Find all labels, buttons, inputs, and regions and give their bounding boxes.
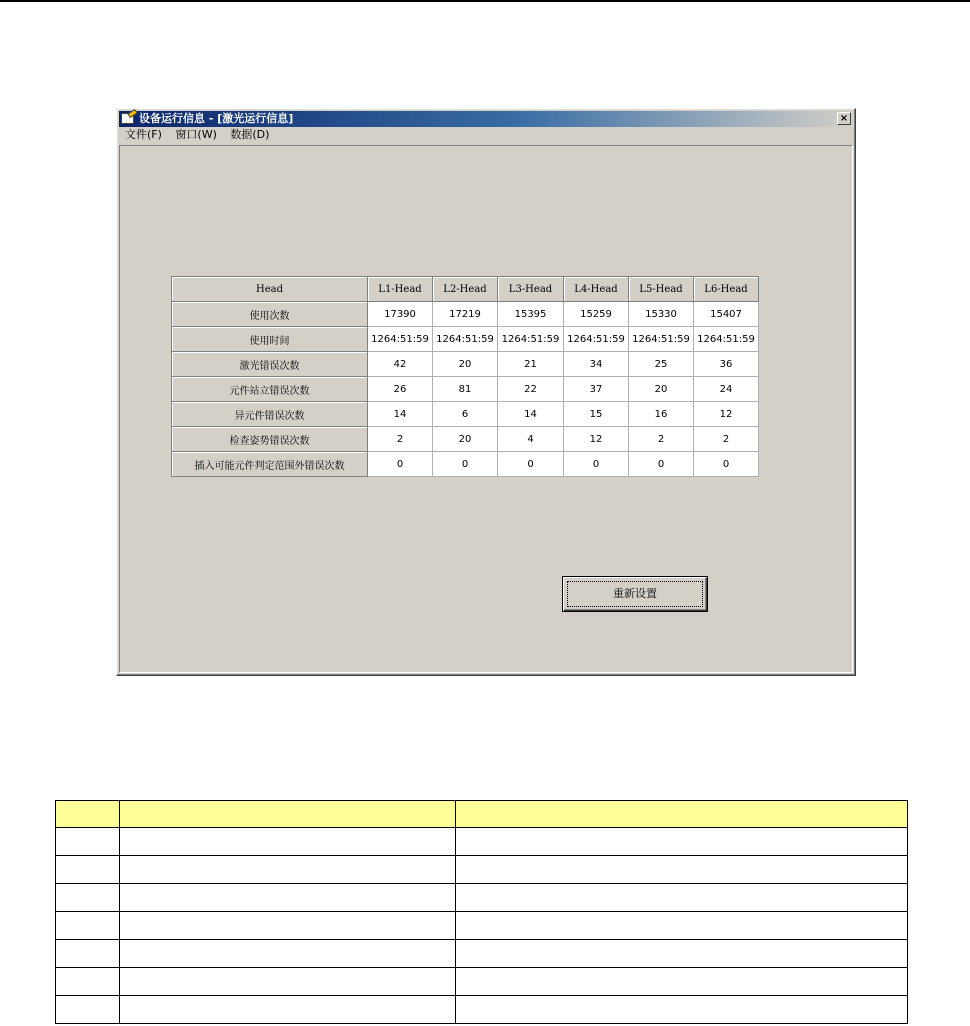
grid-cell[interactable]: 16: [629, 402, 694, 427]
grid-row-label[interactable]: 元件站立错误次数: [172, 377, 368, 402]
doc-table-cell: [120, 828, 456, 856]
window-title: 设备运行信息 - [激光运行信息]: [139, 112, 294, 125]
grid-cell[interactable]: 0: [694, 452, 759, 477]
grid-cell[interactable]: 1264:51:59: [694, 327, 759, 352]
grid-row-label[interactable]: 异元件错误次数: [172, 402, 368, 427]
grid-cell[interactable]: 25: [629, 352, 694, 377]
grid-cell[interactable]: 2: [694, 427, 759, 452]
grid-row-label[interactable]: 检查姿势错误次数: [172, 427, 368, 452]
grid-cell[interactable]: 15395: [498, 302, 564, 327]
doc-table-cell: [120, 996, 456, 1024]
doc-table-cell: [456, 828, 908, 856]
grid-cell[interactable]: 20: [629, 377, 694, 402]
doc-table-row: [56, 996, 908, 1024]
grid-header-head[interactable]: Head: [172, 277, 368, 302]
doc-table-cell: [456, 940, 908, 968]
focus-rect: [567, 581, 703, 607]
doc-table-cell: [456, 856, 908, 884]
document-table: [55, 800, 908, 1024]
grid-cell[interactable]: 0: [368, 452, 433, 477]
doc-table-cell: [456, 996, 908, 1024]
doc-table-cell: [120, 968, 456, 996]
grid-cell[interactable]: 26: [368, 377, 433, 402]
grid-row: [172, 452, 759, 477]
close-button[interactable]: ×: [837, 112, 851, 125]
grid-header-cell[interactable]: L2-Head: [433, 277, 498, 302]
doc-table-cell: [56, 801, 120, 828]
grid-cell[interactable]: 20: [433, 352, 498, 377]
menu-data[interactable]: 数据(D): [230, 128, 270, 141]
grid-cell[interactable]: 22: [498, 377, 564, 402]
grid-row: [172, 427, 759, 452]
doc-table-cell: [56, 828, 120, 856]
grid-cell[interactable]: 15: [564, 402, 629, 427]
doc-table-row: [56, 828, 908, 856]
grid-cell[interactable]: 15259: [564, 302, 629, 327]
grid-row-label[interactable]: 激光错误次数: [172, 352, 368, 377]
grid-cell[interactable]: 81: [433, 377, 498, 402]
grid-cell[interactable]: 6: [433, 402, 498, 427]
grid-cell[interactable]: 20: [433, 427, 498, 452]
grid-header-cell[interactable]: L1-Head: [368, 277, 433, 302]
grid-cell[interactable]: 34: [564, 352, 629, 377]
head-info-grid: [171, 276, 759, 477]
grid-cell[interactable]: 1264:51:59: [564, 327, 629, 352]
grid-header-cell[interactable]: L5-Head: [629, 277, 694, 302]
doc-table-cell: [56, 996, 120, 1024]
doc-table-cell: [56, 912, 120, 940]
doc-table-cell: [120, 856, 456, 884]
grid-cell[interactable]: 15330: [629, 302, 694, 327]
grid-header-cell[interactable]: L3-Head: [498, 277, 564, 302]
grid-cell[interactable]: 15407: [694, 302, 759, 327]
grid-cell[interactable]: 36: [694, 352, 759, 377]
app-window: [116, 108, 856, 676]
grid-header-cell[interactable]: L4-Head: [564, 277, 629, 302]
grid-header-cell[interactable]: L6-Head: [694, 277, 759, 302]
doc-table-cell: [56, 884, 120, 912]
grid-row: [172, 327, 759, 352]
doc-table-cell: [120, 912, 456, 940]
grid-row: [172, 377, 759, 402]
grid-cell[interactable]: 14: [368, 402, 433, 427]
grid-cell[interactable]: 12: [694, 402, 759, 427]
grid-cell[interactable]: 12: [564, 427, 629, 452]
doc-table-cell: [456, 884, 908, 912]
doc-table-cell: [456, 968, 908, 996]
app-icon: [121, 113, 134, 124]
doc-table-cell: [120, 884, 456, 912]
client-area: [119, 145, 853, 673]
grid-cell[interactable]: 0: [629, 452, 694, 477]
grid-cell[interactable]: 1264:51:59: [368, 327, 433, 352]
grid-cell[interactable]: 42: [368, 352, 433, 377]
grid-cell[interactable]: 2: [629, 427, 694, 452]
doc-table-cell: [56, 940, 120, 968]
grid-header-row: [172, 277, 759, 302]
doc-table-row: [56, 856, 908, 884]
doc-table-cell: [120, 801, 456, 828]
grid-cell[interactable]: 0: [433, 452, 498, 477]
grid-row-label[interactable]: 插入可能元件判定范围外错误次数: [172, 452, 368, 477]
grid-cell[interactable]: 2: [368, 427, 433, 452]
doc-table-cell: [56, 856, 120, 884]
grid-cell[interactable]: 0: [564, 452, 629, 477]
grid-row: [172, 402, 759, 427]
grid-row-label[interactable]: 使用时间: [172, 327, 368, 352]
doc-table-row: [56, 884, 908, 912]
grid-cell[interactable]: 4: [498, 427, 564, 452]
grid-cell[interactable]: 0: [498, 452, 564, 477]
reset-button[interactable]: [562, 576, 708, 612]
title-bar[interactable]: [119, 111, 853, 127]
doc-table-cell: [456, 912, 908, 940]
grid-cell[interactable]: 14: [498, 402, 564, 427]
grid-cell[interactable]: 21: [498, 352, 564, 377]
grid-cell[interactable]: 17219: [433, 302, 498, 327]
doc-table-cell: [456, 801, 908, 828]
grid-row: [172, 302, 759, 327]
doc-table-row: [56, 940, 908, 968]
menu-file[interactable]: 文件(F): [125, 128, 162, 141]
grid-row-label[interactable]: 使用次数: [172, 302, 368, 327]
doc-table-row: [56, 968, 908, 996]
reset-button-label: 重新设置: [613, 587, 657, 600]
grid-cell[interactable]: 1264:51:59: [629, 327, 694, 352]
grid-cell[interactable]: 24: [694, 377, 759, 402]
page-top-rule: [0, 0, 970, 2]
menu-window[interactable]: 窗口(W): [175, 128, 217, 141]
grid-cell[interactable]: 37: [564, 377, 629, 402]
doc-table-header-row: [56, 801, 908, 828]
doc-table-cell: [120, 940, 456, 968]
doc-table-row: [56, 912, 908, 940]
grid-cell[interactable]: 1264:51:59: [498, 327, 564, 352]
doc-table-cell: [56, 968, 120, 996]
grid-cell[interactable]: 17390: [368, 302, 433, 327]
grid-row: [172, 352, 759, 377]
menu-bar: [119, 127, 853, 143]
grid-cell[interactable]: 1264:51:59: [433, 327, 498, 352]
